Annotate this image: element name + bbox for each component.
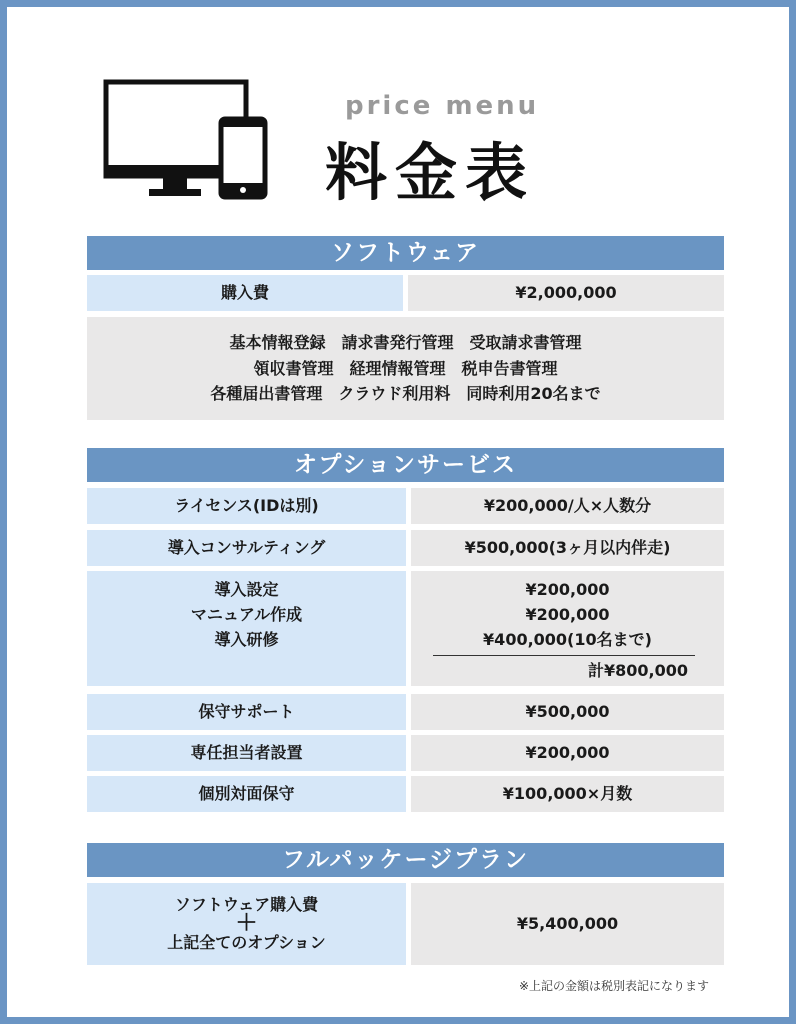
dedicated-value: ¥200,000 [411, 735, 724, 771]
setup-values [411, 571, 724, 686]
setup-value-item: ¥200,000 [525, 580, 610, 599]
page-subtitle: price menu [345, 91, 540, 121]
setup-label-item: 導入研修 [214, 630, 279, 649]
feature-line: 各種届出書管理 クラウド利用料 同時利用20名まで [210, 384, 601, 404]
package-value: ¥5,400,000 [411, 883, 724, 965]
page-title: 料金表 [325, 136, 536, 209]
feature-line: 領収書管理 経理情報管理 税申告書管理 [253, 358, 558, 378]
onsite-label: 個別対面保守 [87, 776, 406, 812]
devices-icon [103, 79, 273, 203]
software-features [87, 317, 724, 420]
setup-label-item: 導入設定 [214, 580, 279, 599]
software-section-header: ソフトウェア [87, 236, 724, 270]
setup-label-item: マニュアル作成 [190, 605, 303, 624]
purchase-value: ¥2,000,000 [408, 275, 724, 311]
purchase-label: 購入費 [87, 275, 403, 311]
setup-labels [87, 571, 406, 686]
tax-footnote: ※上記の金額は税別表記になります [518, 979, 709, 993]
consulting-value: ¥500,000(3ヶ月以内伴走) [411, 530, 724, 566]
setup-total: 計¥800,000 [587, 661, 688, 680]
package-section-header: フルパッケージプラン [87, 843, 724, 877]
consulting-label: 導入コンサルティング [87, 530, 406, 566]
license-label: ライセンス(IDは別) [87, 488, 406, 524]
setup-value-item: ¥200,000 [525, 605, 610, 624]
package-label [87, 883, 406, 965]
setup-value-item: ¥400,000(10名まで) [483, 630, 652, 649]
support-label: 保守サポート [87, 694, 406, 730]
plus-icon: ＋ [235, 911, 258, 936]
dedicated-label: 専任担当者設置 [87, 735, 406, 771]
subtotal-divider [433, 655, 695, 656]
license-value: ¥200,000/人×人数分 [411, 488, 724, 524]
support-value: ¥500,000 [411, 694, 724, 730]
options-section-header: オプションサービス [87, 448, 724, 482]
onsite-value: ¥100,000×月数 [411, 776, 724, 812]
package-label-line: ソフトウェア購入費 [174, 895, 319, 914]
package-label-line: 上記全てのオプション [167, 933, 326, 952]
feature-line: 基本情報登録 請求書発行管理 受取請求書管理 [229, 333, 582, 353]
